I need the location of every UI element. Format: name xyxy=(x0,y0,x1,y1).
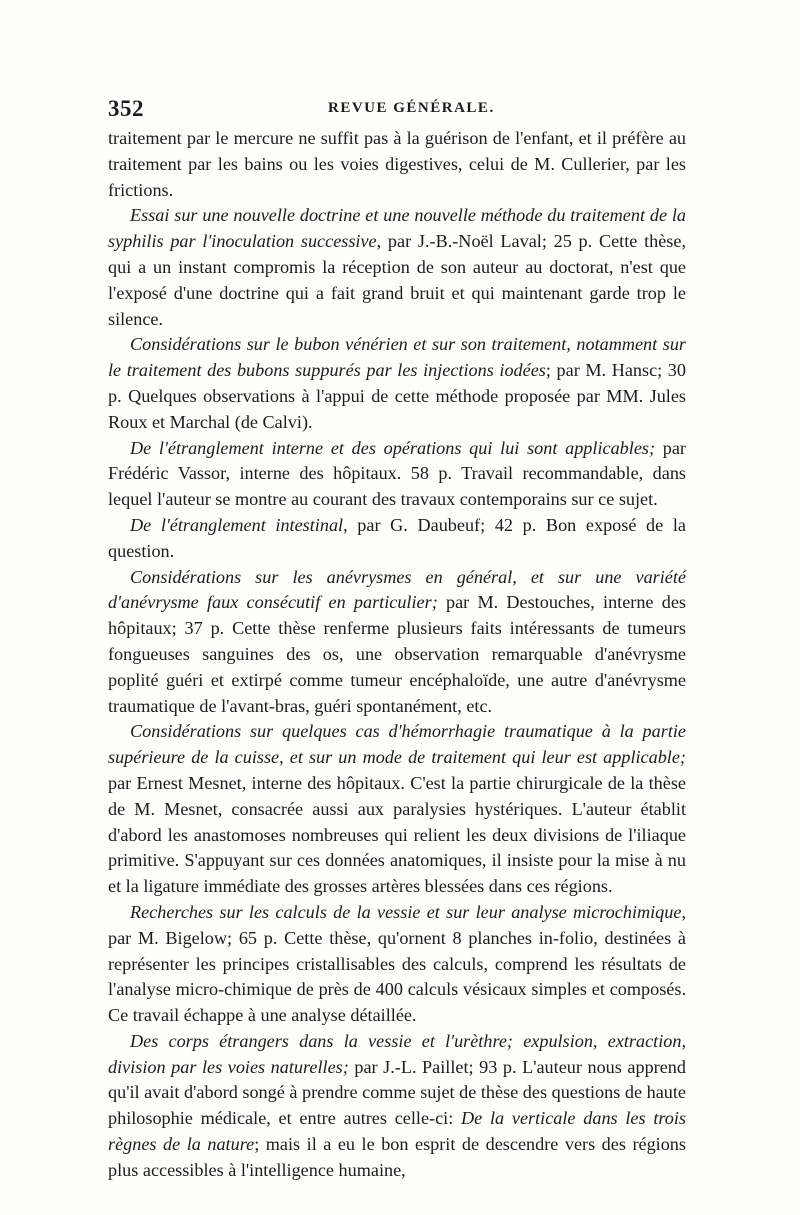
page-header xyxy=(108,96,684,126)
thesis-title: Des corps étrangers dans la vessie et l'urèthre; expulsion, extraction, division par les voies naturelles; xyxy=(108,1030,686,1077)
paragraph-text: traitement par le mercure ne suffit pas à la guérison de l'enfant, et il préfère au traitement par les bains ou les voies digestives, celui de M. Cullerier, par les frictions. xyxy=(108,128,686,200)
thesis-entry xyxy=(108,332,686,435)
thesis-description: , par M. Bigelow; 65 p. Cette thèse, qu'ornent 8 planches in-folio, destinées à représenter les principes cristallisables des calculs, comprend les résultats de l'analyse micro-chimique de près de 400 calculs vésicaux simples et composés. Ce travail échappe à une analyse détaillée. xyxy=(108,901,686,1026)
thesis-title: Essai sur une nouvelle doctrine et une nouvelle méthode du traitement de la syphilis par l'inoculation successive xyxy=(108,205,686,252)
thesis-entry xyxy=(108,436,686,513)
thesis-title: De l'étranglement intestinal xyxy=(130,514,344,535)
thesis-entry xyxy=(108,513,686,565)
page-number: 352 xyxy=(108,96,144,121)
thesis-title: Considérations sur les anévrysmes en général, et sur une variété d'anévrysme faux consécutif en particulier; xyxy=(108,566,686,613)
running-head: REVUE GÉNÉRALE. xyxy=(328,100,495,116)
thesis-title: De l'étranglement interne et des opérations qui lui sont applicables; xyxy=(130,437,656,458)
thesis-entry xyxy=(108,203,686,332)
thesis-title: Considérations sur quelques cas d'hémorrhagie traumatique à la partie supérieure de la cuisse, et sur un mode de traitement qui leur est applicable; xyxy=(108,721,686,768)
cited-title: De la verticale dans les trois règnes de la nature xyxy=(108,1108,687,1155)
thesis-entry xyxy=(108,719,686,900)
thesis-description: , par G. Daubeuf; 42 p. Bon exposé de la question. xyxy=(108,514,686,561)
thesis-description: par M. Destouches, interne des hôpitaux; 37 p. Cette thèse renferme plusieurs faits intéressants de tumeurs fongueuses sanguines des os, une observation remarquable d'anévrysme poplité guéri et extirpé comme tumeur encéphaloïde, une autre d'anévrysme traumatique de l'avant-bras, guéri spontanément, etc. xyxy=(108,592,686,716)
thesis-description-end: ; mais il a eu le bon esprit de descendre vers des régions plus accessibles à l'intelligence humaine, xyxy=(108,1134,686,1180)
thesis-entry xyxy=(108,900,686,1029)
thesis-description: par Ernest Mesnet, interne des hôpitaux. C'est la partie chirurgicale de la thèse de M. Mesnet, consacrée aussi aux paralysies hystériques. L'auteur établit d'abord les anastomoses nombreuses qui relient les deux divisions de l'iliaque primitive. S'appuyant sur ces données anatomiques, il insiste pour la mise à nu et la ligature immédiate des grosses artères blessées dans ces régions. xyxy=(108,772,686,897)
thesis-entry xyxy=(108,565,686,720)
thesis-title: Considérations sur le bubon vénérien et sur son traitement, notamment sur le traitement des bubons suppurés par les injections iodées xyxy=(108,334,686,381)
body-text xyxy=(108,126,686,1184)
thesis-description: par Frédéric Vassor, interne des hôpitaux. 58 p. Travail recommandable, dans lequel l'auteur se montre au courant des travaux contemporains sur ce sujet. xyxy=(108,437,686,510)
thesis-description: par J.-L. Paillet; 93 p. L'auteur nous apprend qu'il avait d'abord songé à prendre comme sujet de thèse des questions de haute philosophie médicale, et entre autres celle-ci: xyxy=(108,1056,686,1129)
paragraph-continuation xyxy=(108,126,686,203)
thesis-title: Recherches sur les calculs de la vessie et sur leur analyse microchimique xyxy=(130,901,682,922)
thesis-description: , par J.-B.-Noël Laval; 25 p. Cette thèse, qui a un instant compromis la réception de son auteur au doctorat, n'est que l'exposé d'une doctrine qui a fait grand bruit et qui maintenant garde trop le silence. xyxy=(108,231,686,329)
thesis-entry xyxy=(108,1029,686,1184)
thesis-description: ; par M. Hansc; 30 p. Quelques observations à l'appui de cette méthode proposée par MM. Jules Roux et Marchal (de Calvi). xyxy=(108,360,686,432)
